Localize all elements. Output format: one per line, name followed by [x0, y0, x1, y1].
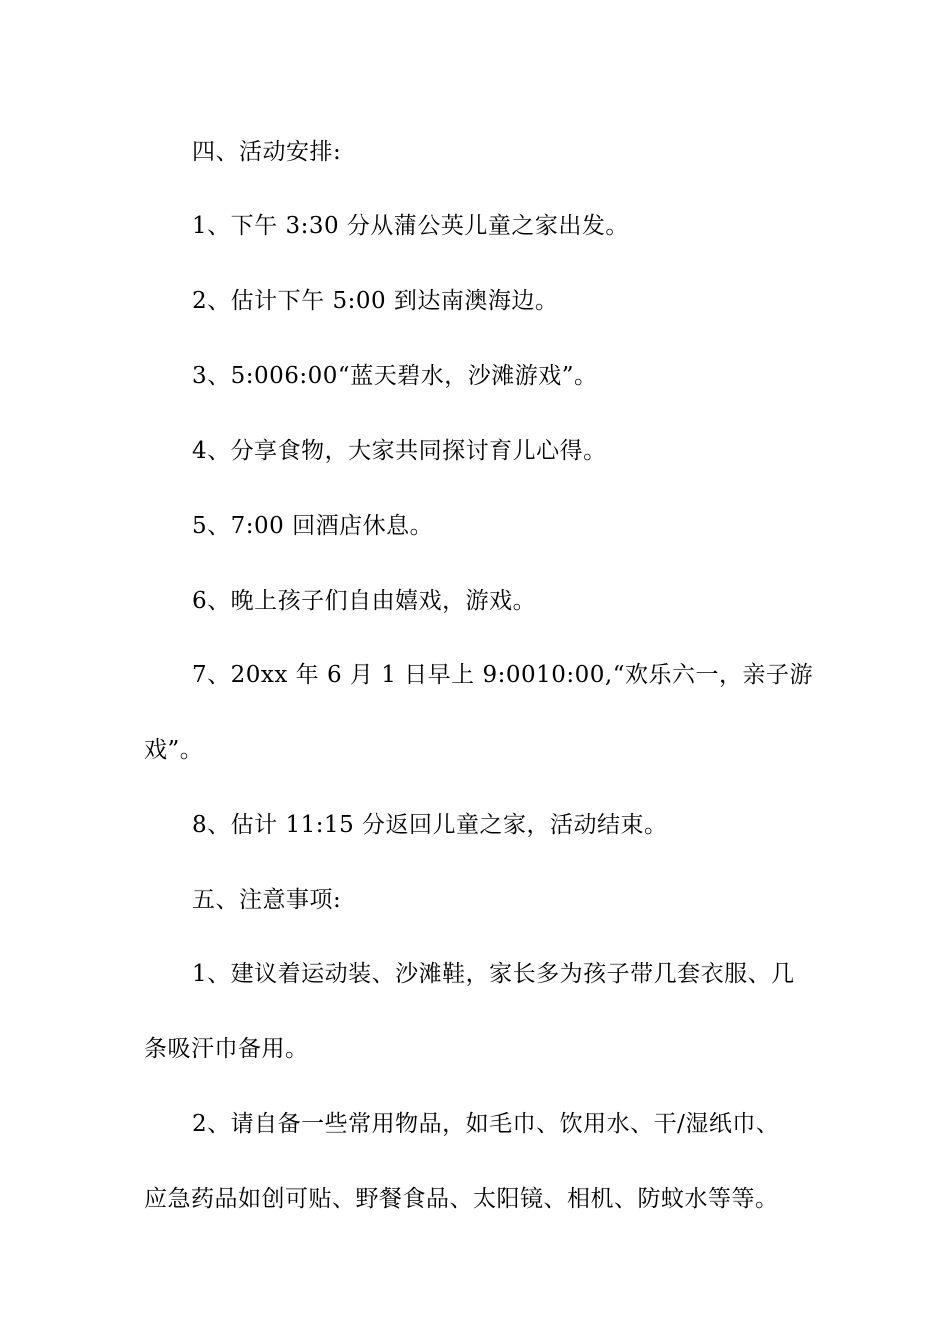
note-item-1-line-2: 条吸汗巾备用。: [144, 1036, 309, 1062]
note-item-2-line-2: 应急药品如创可贴、野餐食品、太阳镜、相机、防蚊水等等。: [144, 1186, 779, 1212]
schedule-item-4: 4、分享食物，大家共同探讨育儿心得。: [192, 438, 607, 464]
schedule-item-8: 8、估计 11:15 分返回儿童之家，活动结束。: [192, 812, 668, 838]
section-heading-notes: 五、注意事项:: [192, 887, 342, 913]
schedule-item-1: 1、下午 3:30 分从蒲公英儿童之家出发。: [192, 213, 629, 239]
schedule-item-7-line-2: 戏”。: [144, 737, 204, 763]
note-item-2-line-1: 2、请自备一些常用物品，如毛巾、饮用水、干/湿纸巾、: [192, 1111, 780, 1137]
schedule-item-2: 2、估计下午 5:00 到达南澳海边。: [192, 288, 559, 314]
schedule-item-6: 6、晚上孩子们自由嬉戏，游戏。: [192, 588, 537, 614]
section-heading-activity-schedule: 四、活动安排:: [192, 139, 342, 165]
schedule-item-5: 5、7:00 回酒店休息。: [192, 513, 434, 539]
note-item-1-line-1: 1、建议着运动装、沙滩鞋，家长多为孩子带几套衣服、几: [192, 961, 795, 987]
schedule-item-3: 3、5:006:00“蓝天碧水，沙滩游戏”。: [192, 363, 598, 389]
schedule-item-7-line-1: 7、20xx 年 6 月 1 日早上 9:0010:00,“欢乐六一，亲子游: [192, 662, 813, 688]
